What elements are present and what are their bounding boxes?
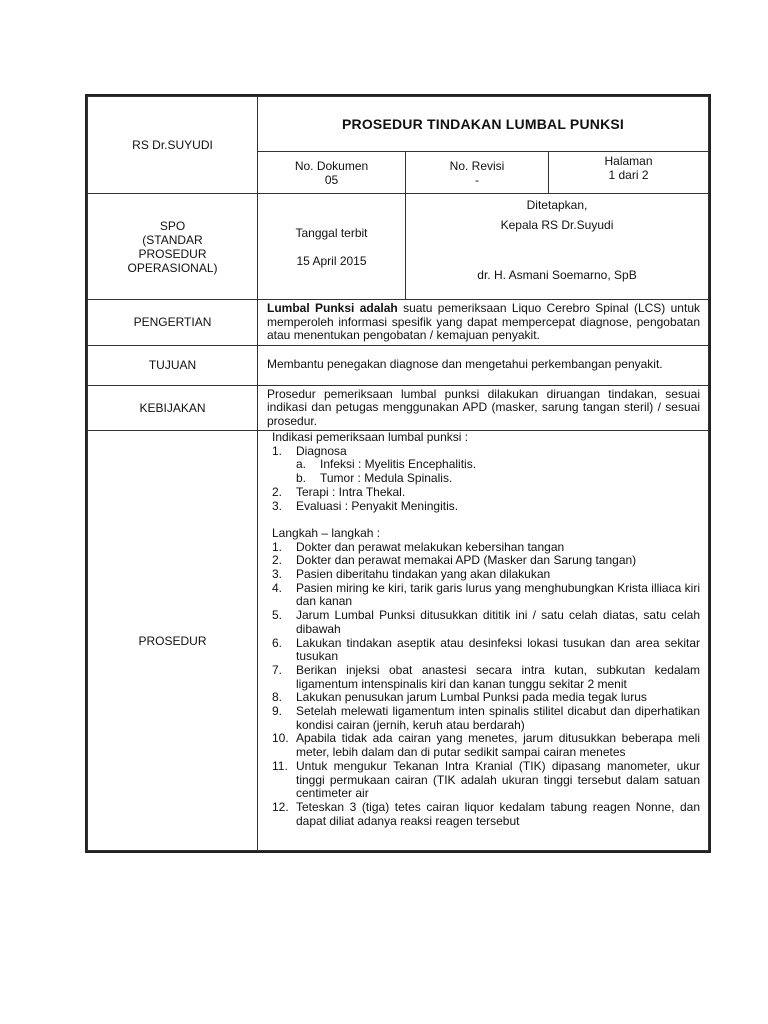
langkah-number: 11. xyxy=(272,758,288,773)
approval-label: Ditetapkan, xyxy=(526,198,588,212)
langkah-item xyxy=(272,582,700,609)
langkah-text: Pasien miring ke kiri, tarik garis lurus yang menghubungkan Krista illiaca kiri dan kanan xyxy=(296,580,700,609)
langkah-text: Pasien diberitahu tindakan yang akan dilakukan xyxy=(296,567,551,582)
langkah-text: Untuk mengukur Tekanan Intra Kranial (TIK) dipasang manometer, ukur tinggi permukaan cairan (TIK adalah ukuran tinggi tersebut dalam satuan centimeter air xyxy=(296,758,700,801)
langkah-item xyxy=(272,705,700,732)
pengertian-term: Lumbal Punksi adalah xyxy=(267,301,398,315)
sop-document xyxy=(85,94,711,853)
list-item: 2. Terapi : Intra Thekal. xyxy=(272,484,406,499)
page-value: 1 dari 2 xyxy=(608,168,649,182)
spo-label-line: SPO xyxy=(159,218,186,233)
langkah-number: 3. xyxy=(272,567,283,582)
langkah-number: 7. xyxy=(272,662,283,677)
langkah-number: 4. xyxy=(272,580,283,595)
langkah-item xyxy=(272,541,700,555)
langkah-number: 12. xyxy=(272,799,289,814)
approval-cell xyxy=(406,194,709,300)
langkah-title: Langkah – langkah : xyxy=(272,525,381,540)
langkah-item xyxy=(272,801,700,828)
langkah-item xyxy=(272,760,700,801)
spo-label-line: OPERASIONAL) xyxy=(127,260,218,275)
revision-value: - xyxy=(475,172,479,187)
langkah-item xyxy=(272,554,700,568)
langkah-item xyxy=(272,568,700,582)
langkah-item xyxy=(272,732,700,759)
list-item: 3. Evaluasi : Penyakit Meningitis. xyxy=(272,498,459,513)
langkah-number: 10. xyxy=(272,731,289,746)
tujuan-label: TUJUAN xyxy=(88,345,258,385)
list-item: 1. Diagnosa xyxy=(272,443,347,458)
list-subitem: b. Tumor : Medula Spinalis. xyxy=(296,471,453,486)
langkah-item xyxy=(272,609,700,636)
langkah-item xyxy=(272,664,700,691)
revision-cell xyxy=(406,152,549,194)
pengertian-content xyxy=(258,300,709,346)
issued-date: 15 April 2015 xyxy=(296,253,367,268)
spo-label-cell xyxy=(88,194,258,300)
sop-table xyxy=(87,96,709,851)
approval-role: Kepala RS Dr.Suyudi xyxy=(500,218,614,232)
pengertian-label: PENGERTIAN xyxy=(88,300,258,346)
hospital-name-cell xyxy=(88,97,258,194)
langkah-number: 1. xyxy=(272,539,283,554)
langkah-number: 9. xyxy=(272,704,283,719)
langkah-text: Dokter dan perawat memakai APD (Masker dan Sarung tangan) xyxy=(296,553,637,568)
langkah-number: 5. xyxy=(272,608,283,623)
langkah-text: Berikan injeksi obat anastesi secara intra kutan, subkutan kedalam ligamentum intenspinalis kiri dan kanan tunggu sekitar 2 menit xyxy=(296,662,700,691)
langkah-text: Lakukan tindakan aseptik atau desinfeksi lokasi tusukan dan area sekitar tusukan xyxy=(296,635,700,664)
langkah-item xyxy=(272,691,700,705)
hospital-name: RS Dr.SUYUDI xyxy=(132,138,213,152)
langkah-text: Lakukan penusukan jarum Lumbal Punksi pada media tegak lurus xyxy=(296,690,647,705)
revision-label: No. Revisi xyxy=(449,158,505,173)
document-title: PROSEDUR TINDAKAN LUMBAL PUNKSI xyxy=(258,97,709,152)
langkah-text: Teteskan 3 (tiga) tetes cairan liquor kedalam tabung reagen Nonne, dan dapat diliat adanya reaksi reagen tersebut xyxy=(296,799,700,828)
langkah-text: Jarum Lumbal Punksi ditusukkan dititik ini / satu celah diatas, satu celah dibawah xyxy=(296,608,700,636)
spo-label-line: PROSEDUR xyxy=(138,246,207,261)
prosedur-label: PROSEDUR xyxy=(88,431,258,851)
issued-label: Tanggal terbit xyxy=(295,225,368,240)
langkah-text: Apabila tidak ada cairan yang menetes, jarum ditusukkan beberapa meli meter, lebih dalam dan di putar sedikit sampai cairan menetes xyxy=(296,731,700,760)
doc-number-cell xyxy=(258,152,406,194)
issued-cell xyxy=(258,194,406,300)
indikasi-title: Indikasi pemeriksaan lumbal punksi : xyxy=(272,430,469,444)
langkah-number: 2. xyxy=(272,553,283,568)
list-subitem: a. Infeksi : Myelitis Encephalitis. xyxy=(296,457,477,472)
kebijakan-text: Prosedur pemeriksaan lumbal punksi dilakukan diruangan tindakan, sesuai indikasi dan petugas menggunakan APD (masker, sarung tangan steril) / sesuai prosedur. xyxy=(258,385,709,431)
tujuan-text: Membantu penegakan diagnose dan mengetahui perkembangan penyakit. xyxy=(258,345,709,385)
doc-number-label: No. Dokumen xyxy=(294,158,369,173)
langkah-text: Dokter dan perawat melakukan kebersihan tangan xyxy=(296,539,565,554)
prosedur-content xyxy=(258,431,709,851)
langkah-number: 8. xyxy=(272,690,283,705)
page-label: Halaman xyxy=(604,154,653,168)
langkah-text: Setelah melewati ligamentum inten spinalis stilitel dicabut dan diperhatikan kondisi cairan (jernih, keruh atau berdarah) xyxy=(296,704,700,732)
langkah-number: 6. xyxy=(272,635,283,650)
doc-number-value: 05 xyxy=(324,172,339,187)
kebijakan-label: KEBIJAKAN xyxy=(88,385,258,431)
langkah-item xyxy=(272,637,700,664)
page-cell xyxy=(549,152,709,194)
langkah-list xyxy=(272,541,700,829)
approval-name: dr. H. Asmani Soemarno, SpB xyxy=(477,268,637,282)
spo-label-line: (STANDAR xyxy=(142,232,203,247)
pengertian-text: suatu pemeriksaan Liquo Cerebro Spinal (LCS) untuk memperoleh informasi spesifik yang dapat mempercepat diagnose, pengobatan atau menentukan pengobatan / kemajuan penyakit. xyxy=(267,301,700,342)
